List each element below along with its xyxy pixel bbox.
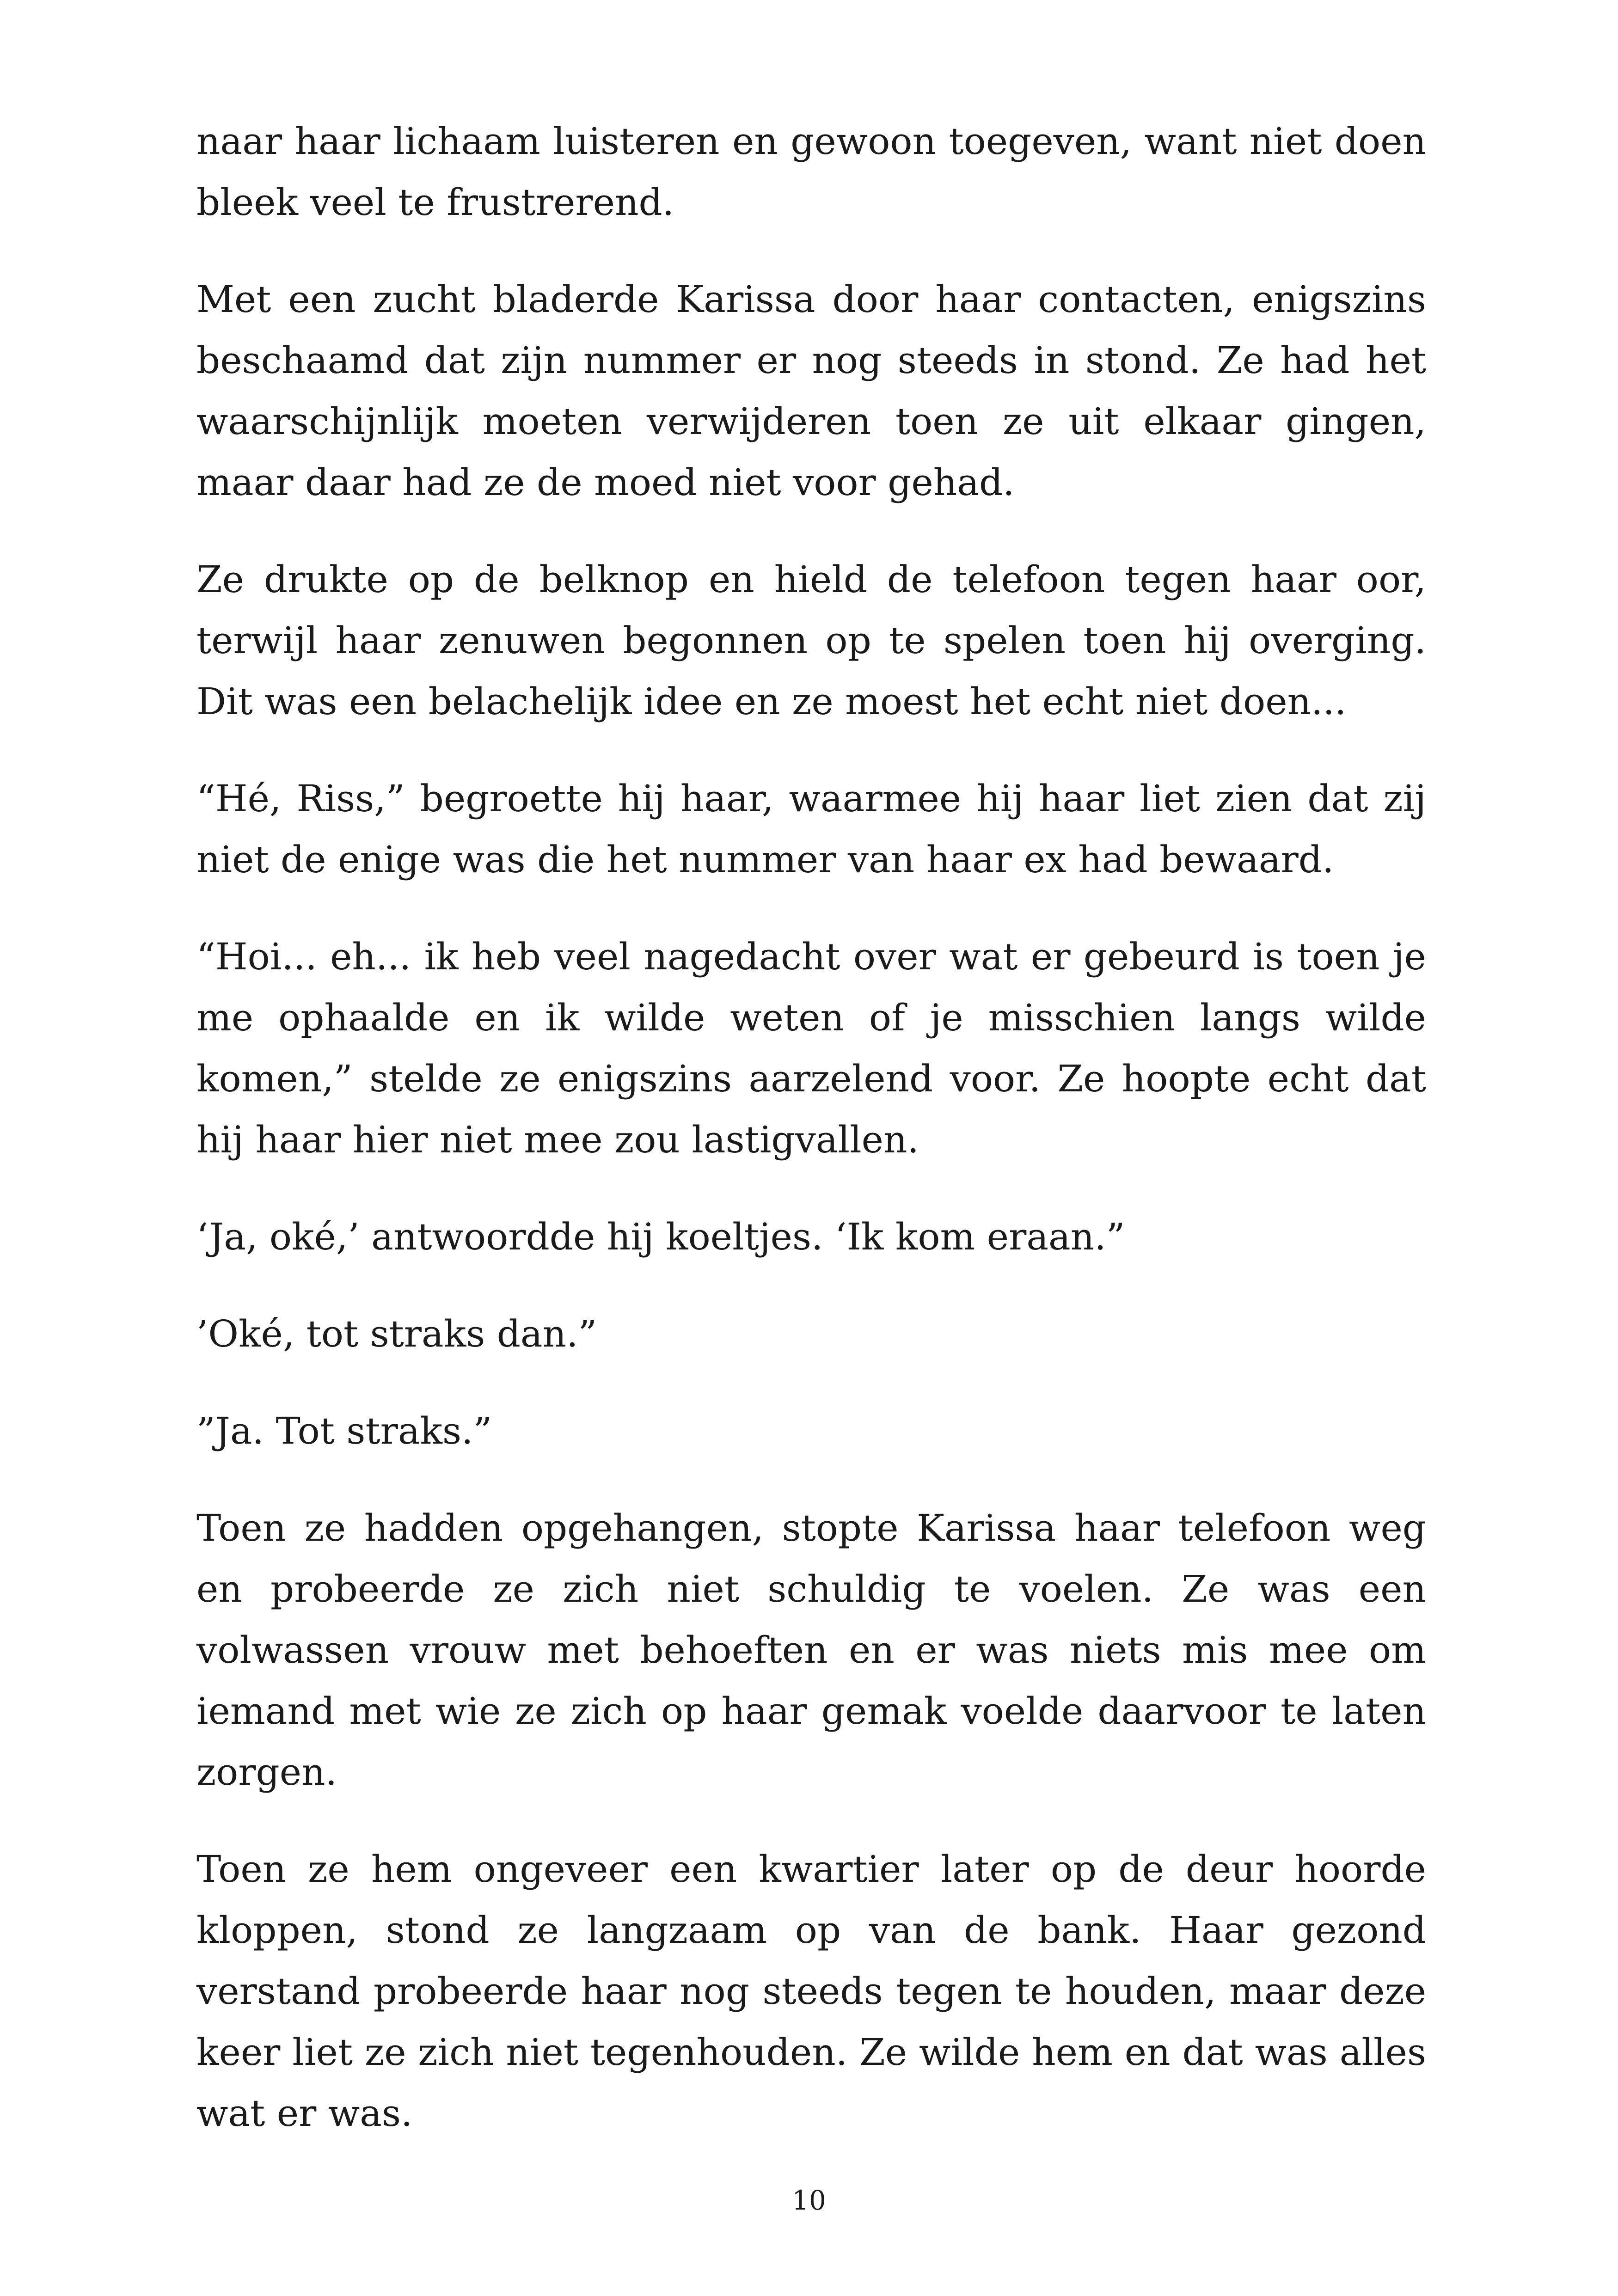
paragraph-7: ’Oké, tot straks dan.” (196, 1312, 597, 1355)
paragraph-5: “Hoi... eh... ik heb veel nagedacht over wat er gebeurd is toen je me ophaalde en ik wilde weten of je misschien langs wilde komen,” stelde ze enigszins aarzelend voor. Ze hoopte echt dat hij haar hier niet mee zou lastigvallen. (196, 935, 1426, 1161)
body-text (196, 111, 1426, 2180)
paragraph-3: Ze drukte op de belknop en hield de telefoon tegen haar oor, terwijl haar zenuwen begonnen op te spelen toen hij overging. Dit was een belachelijk idee en ze moest het echt niet doen... (196, 558, 1426, 723)
paragraph-6: ‘Ja, oké,’ antwoordde hij koeltjes. ‘Ik kom eraan.” (196, 1215, 1125, 1258)
paragraph-2: Met een zucht bladerde Karissa door haar contacten, enigszins beschaamd dat zijn nummer er nog steeds in stond. Ze had het waarschijnlijk moeten verwijderen toen ze uit elkaar gingen, maar daar had ze de moed niet voor gehad. (196, 278, 1426, 504)
paragraph-9: Toen ze hadden opgehangen, stopte Karissa haar telefoon weg en probeerde ze zich niet schuldig te voelen. Ze was een volwassen vrouw met behoeften en er was niets mis mee om iemand met wie ze zich op haar gemak voelde daarvoor te laten zorgen. (196, 1506, 1426, 1794)
paragraph-10: Toen ze hem ongeveer een kwartier later op de deur hoorde kloppen, stond ze langzaam op van de bank. Haar gezond verstand probeerde haar nog steeds tegen te houden, maar deze keer liet ze zich niet tegenhouden. Ze wilde hem en dat was alles wat er was. (196, 1848, 1426, 2135)
page-number: 10 (792, 2185, 826, 2216)
paragraph-1: naar haar lichaam luisteren en gewoon toegeven, want niet doen bleek veel te frustrerend. (196, 120, 1426, 224)
paragraph-8: ”Ja. Tot straks.” (196, 1409, 492, 1452)
paragraph-4: “Hé, Riss,” begroette hij haar, waarmee hij haar liet zien dat zij niet de enige was die het nummer van haar ex had bewaard. (196, 777, 1426, 881)
